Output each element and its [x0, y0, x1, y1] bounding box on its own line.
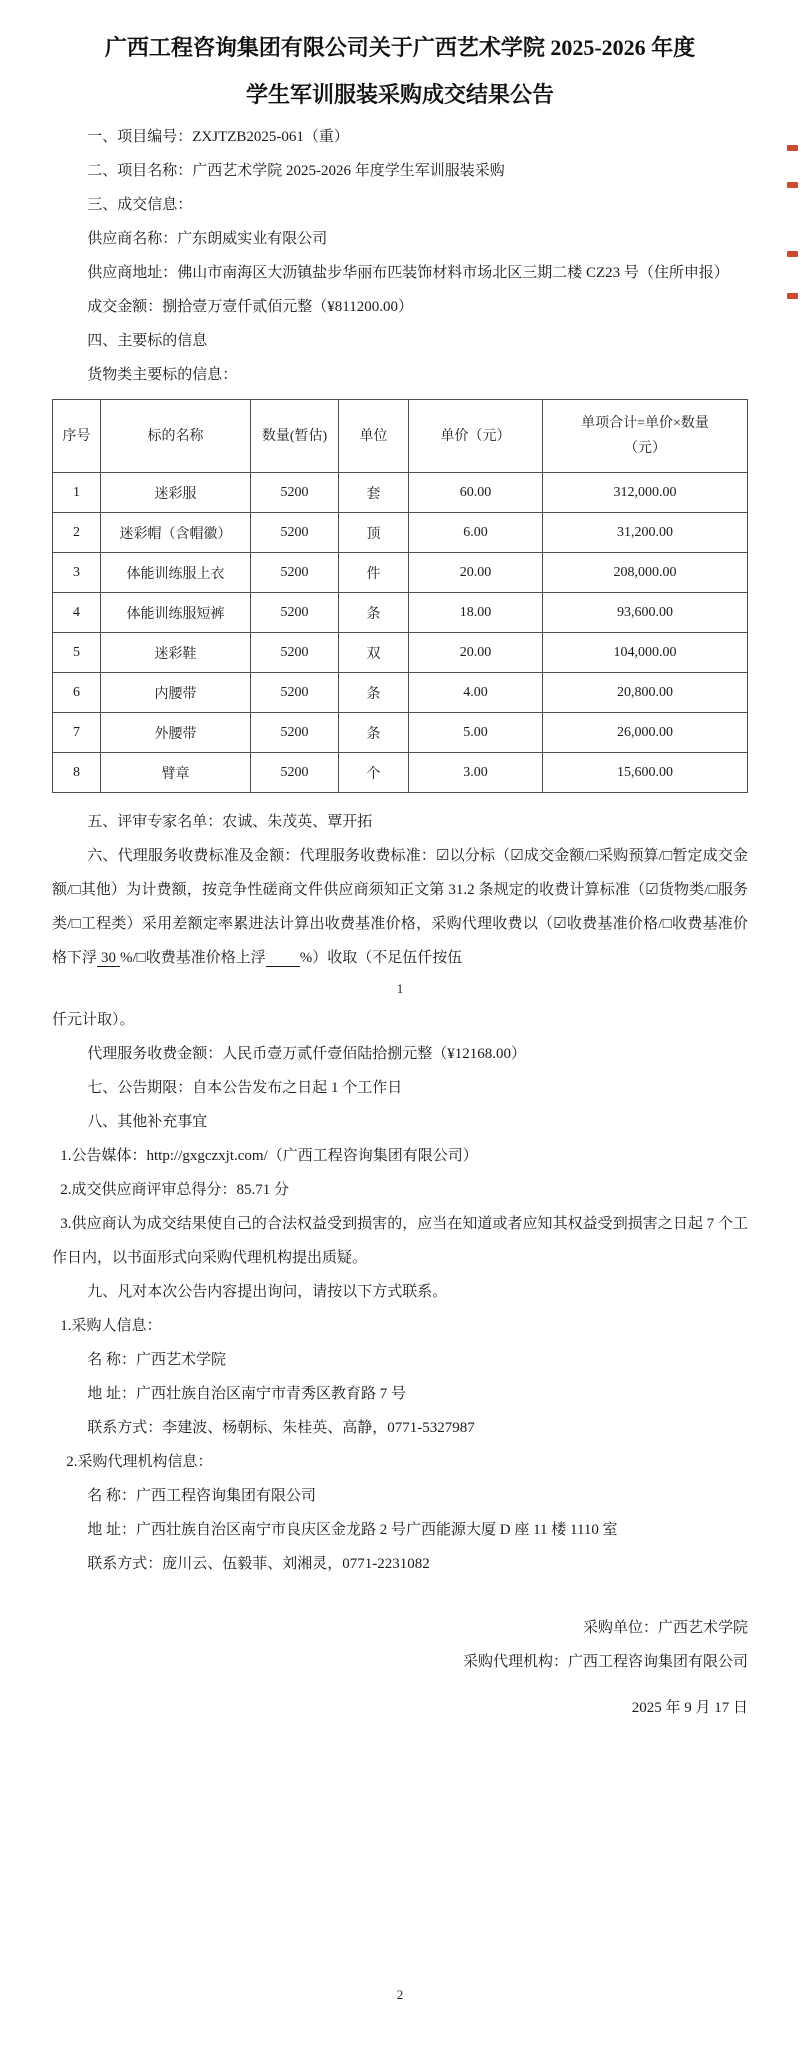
para-purchaser-name: 名 称：广西艺术学院 — [87, 1352, 227, 1368]
cell-unit: 顶 — [339, 513, 409, 553]
para-agency-name: 名 称：广西工程咨询集团有限公司 — [87, 1488, 317, 1504]
cell-no: 7 — [53, 713, 101, 753]
cell-unit: 双 — [339, 633, 409, 673]
goods-table — [52, 399, 748, 793]
para-supplier-address: 供应商地址：佛山市南海区大沥镇盐步华丽布匹装饰材料市场北区三期二楼 CZ23 号（住所申报） — [87, 265, 729, 281]
cell-total: 312,000.00 — [543, 473, 748, 513]
col-header-price: 单价（元） — [409, 400, 543, 473]
cell-price: 60.00 — [409, 473, 543, 513]
signature-block — [52, 1611, 748, 1725]
table-header-row — [53, 400, 748, 473]
cell-name: 迷彩鞋 — [101, 633, 251, 673]
para-project-no: 一、项目编号：ZXJTZB2025-061（重） — [87, 129, 349, 145]
para-agency-heading: 2.采购代理机构信息： — [66, 1454, 213, 1470]
para-supplier-name: 供应商名称：广东朗威实业有限公司 — [87, 231, 328, 247]
edge-revision-mark — [787, 182, 798, 188]
para-fee-standard — [52, 839, 748, 975]
cell-no: 6 — [53, 673, 101, 713]
page-1-number: 1 — [396, 981, 404, 996]
para-fee-amount: 代理服务收费金额：人民币壹万贰仟壹佰陆拾捌元整（¥12168.00） — [87, 1046, 527, 1062]
table-row — [53, 553, 748, 593]
para-deal-amount: 成交金额：捌拾壹万壹仟贰佰元整（¥811200.00） — [87, 299, 413, 315]
cell-total: 93,600.00 — [543, 593, 748, 633]
para-purchaser-address: 地 址：广西壮族自治区南宁市青秀区教育路 7 号 — [87, 1386, 407, 1402]
fee-standard-text: 六、代理服务收费标准及金额：代理服务收费标准：☑以分标（☑成交金额/□采购预算/□暂定成交金额/□其他）为计费额，按竞争性磋商文件供应商须知正文第 31.2 条规定的收费计算标准（☑货物类/□服务类/□工程类）采用差额定率累进法计算出收费基准价格，采购代理收费以（☑收费基准价格/□收费基准价格下浮 — [52, 848, 748, 966]
cell-qty: 5200 — [251, 633, 339, 673]
edge-revision-mark — [787, 145, 798, 151]
cell-unit: 条 — [339, 713, 409, 753]
cell-total: 15,600.00 — [543, 753, 748, 793]
para-score: 2.成交供应商评审总得分：85.71 分 — [60, 1182, 290, 1198]
cell-price: 20.00 — [409, 553, 543, 593]
cell-unit: 件 — [339, 553, 409, 593]
document-title-line2: 学生军训服装采购成交结果公告 — [245, 82, 554, 107]
cell-qty: 5200 — [251, 553, 339, 593]
signature-agency: 采购代理机构：广西工程咨询集团有限公司 — [462, 1654, 748, 1670]
cell-price: 18.00 — [409, 593, 543, 633]
cell-no: 8 — [53, 753, 101, 793]
cell-name: 迷彩服 — [101, 473, 251, 513]
cell-no: 4 — [53, 593, 101, 633]
col-header-total — [543, 400, 748, 473]
cell-no: 5 — [53, 633, 101, 673]
para-project-name: 二、项目名称：广西艺术学院 2025-2026 年度学生军训服装采购 — [87, 163, 505, 179]
cell-qty: 5200 — [251, 593, 339, 633]
cell-qty: 5200 — [251, 513, 339, 553]
cell-name: 臂章 — [101, 753, 251, 793]
edge-revision-mark — [787, 293, 798, 299]
col-header-total-line2: （元） — [624, 441, 666, 456]
fee-standard-text3: %）收取（不足伍仟按伍 — [299, 950, 463, 966]
cell-no: 1 — [53, 473, 101, 513]
para-purchaser-contact: 联系方式：李建波、杨朝标、朱桂英、高静，0771-5327987 — [87, 1420, 475, 1436]
para-inquiry-heading: 九、凡对本次公告内容提出询问，请按以下方式联系。 — [87, 1284, 448, 1300]
cell-no: 3 — [53, 553, 101, 593]
table-row — [53, 713, 748, 753]
para-experts: 五、评审专家名单：农诚、朱茂英、覃开拓 — [87, 814, 373, 830]
para-dispute: 3.供应商认为成交结果使自己的合法权益受到损害的，应当在知道或者应知其权益受到损害之日起 7 个工作日内，以书面形式向采购代理机构提出质疑。 — [52, 1216, 748, 1266]
cell-total: 208,000.00 — [543, 553, 748, 593]
page-2-number: 2 — [396, 1987, 404, 2002]
para-main-subject-heading: 四、主要标的信息 — [87, 333, 208, 349]
cell-no: 2 — [53, 513, 101, 553]
col-header-qty: 数量(暂估) — [251, 400, 339, 473]
cell-price: 3.00 — [409, 753, 543, 793]
cell-price: 6.00 — [409, 513, 543, 553]
table-row — [53, 673, 748, 713]
cell-qty: 5200 — [251, 673, 339, 713]
col-header-unit: 单位 — [339, 400, 409, 473]
para-purchaser-heading: 1.采购人信息： — [60, 1318, 162, 1334]
col-header-total-line1: 单项合计=单价×数量 — [581, 416, 709, 431]
cell-unit: 条 — [339, 673, 409, 713]
para-other-matters-heading: 八、其他补充事宜 — [87, 1114, 208, 1130]
cell-name: 迷彩帽（含帽徽） — [101, 513, 251, 553]
cell-price: 4.00 — [409, 673, 543, 713]
cell-total: 26,000.00 — [543, 713, 748, 753]
para-deal-info-heading: 三、成交信息： — [87, 197, 193, 213]
document-title-line1: 广西工程咨询集团有限公司关于广西艺术学院 2025-2026 年度 — [104, 35, 696, 60]
col-header-name: 标的名称 — [101, 400, 251, 473]
fee-blank-underline — [266, 950, 300, 967]
para-notice-period: 七、公告期限：自本公告发布之日起 1 个工作日 — [87, 1080, 403, 1096]
cell-name: 体能训练服上衣 — [101, 553, 251, 593]
para-agency-address: 地 址：广西壮族自治区南宁市良庆区金龙路 2 号广西能源大厦 D 座 11 楼 1110 室 — [87, 1522, 618, 1538]
para-media: 1.公告媒体：http://gxgczxjt.com/（广西工程咨询集团有限公司） — [60, 1148, 478, 1164]
para-fee-standard-tail: 仟元计取）。 — [52, 1012, 135, 1028]
table-row — [53, 593, 748, 633]
cell-price: 20.00 — [409, 633, 543, 673]
para-goods-info-label: 货物类主要标的信息： — [87, 367, 238, 383]
cell-price: 5.00 — [409, 713, 543, 753]
para-agency-contact: 联系方式：庞川云、伍毅菲、刘湘灵，0771-2231082 — [87, 1556, 430, 1572]
cell-name: 体能训练服短裤 — [101, 593, 251, 633]
table-row — [53, 513, 748, 553]
cell-unit: 个 — [339, 753, 409, 793]
table-row — [53, 633, 748, 673]
fee-standard-text2: %/□收费基准价格上浮 — [120, 950, 266, 966]
table-row — [53, 753, 748, 793]
cell-total: 104,000.00 — [543, 633, 748, 673]
cell-name: 外腰带 — [101, 713, 251, 753]
fee-discount-rate: 30 — [97, 950, 120, 967]
edge-revision-mark — [787, 251, 798, 257]
cell-total: 31,200.00 — [543, 513, 748, 553]
col-header-no: 序号 — [53, 400, 101, 473]
cell-unit: 条 — [339, 593, 409, 633]
cell-qty: 5200 — [251, 713, 339, 753]
cell-name: 内腰带 — [101, 673, 251, 713]
cell-qty: 5200 — [251, 473, 339, 513]
cell-qty: 5200 — [251, 753, 339, 793]
cell-unit: 套 — [339, 473, 409, 513]
signature-date: 2025 年 9 月 17 日 — [631, 1700, 748, 1716]
cell-total: 20,800.00 — [543, 673, 748, 713]
table-row — [53, 473, 748, 513]
document-title — [52, 24, 748, 118]
signature-purchaser: 采购单位：广西艺术学院 — [582, 1620, 748, 1636]
